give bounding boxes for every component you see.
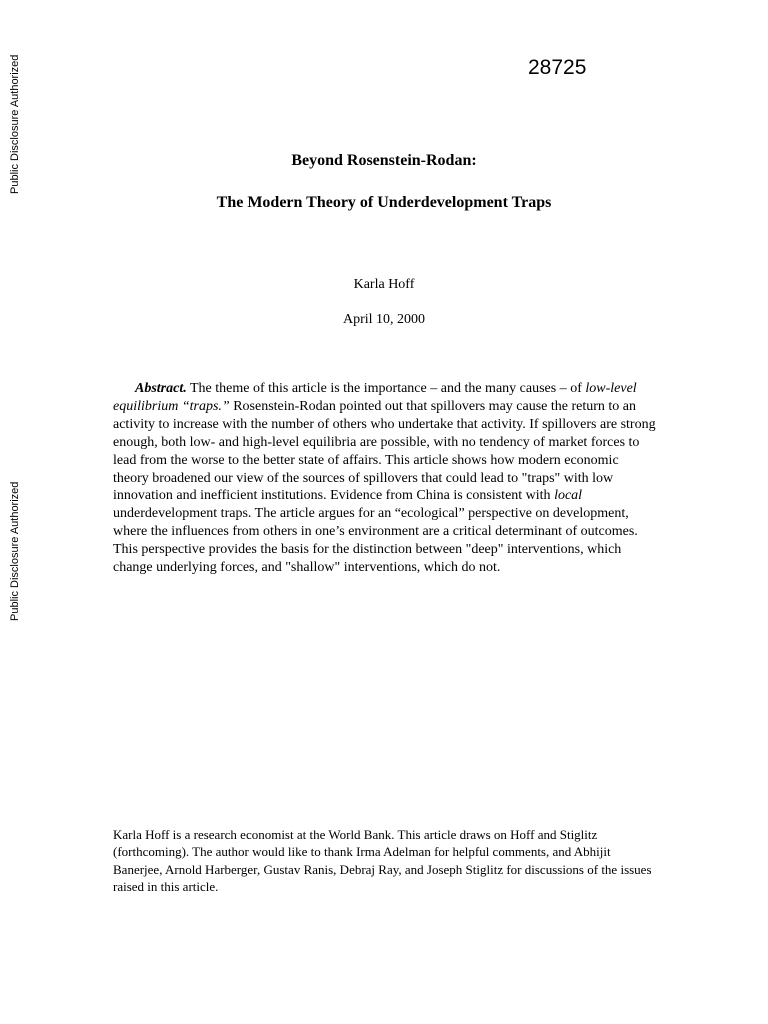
author-footnote: Karla Hoff is a research economist at the World Bank. This article draws on Hoff and Stiglitz (forthcoming). The author would like to thank Irma Adelman for helpful comments, and Abhijit Banerjee, Arnold Harberger, Gustav Ranis, Debraj Ray, and Joseph Stiglitz for discussions of the issues raised in this article. [113, 827, 652, 894]
abstract-text-part2: Rosenstein-Rodan pointed out that spillovers may cause the return to an activity to increase with the number of others who undertake that activity. If spillovers are strong enough, both low- and high-level equilibria are possible, with no tendency of market forces to lead from the worse to the better state of affairs. This article shows how modern economic theory broadened our view of the sources of spillovers that could lead to "traps" with low innovation and inefficient institutions. Evidence from China is consistent with [113, 398, 656, 504]
abstract-text-part3: underdevelopment traps. The article argues for an “ecological” perspective on development, where the influences from others in one’s environment are a critical determinant of outcomes. This perspective provides the basis for the distinction between "deep" interventions, which change underlying forces, and "shallow" interventions, which do not. [113, 506, 638, 576]
disclosure-stamp-top: Public Disclosure Authorized [9, 54, 21, 194]
abstract-label: Abstract [135, 381, 184, 396]
abstract-emphasis-traps: low-level equilibrium “traps.” [113, 381, 637, 414]
title-line-2: The Modern Theory of Underdevelopment Traps [216, 194, 552, 211]
abstract-emphasis-local: local [554, 488, 583, 504]
abstract-text-part1: The theme of this article is the importance – and the many causes – of [186, 381, 586, 396]
report-number: 28725 [528, 56, 587, 79]
abstract-label-punct: . [183, 381, 187, 396]
author-name: Karla Hoff [353, 277, 415, 292]
abstract-paragraph [113, 380, 656, 577]
disclosure-stamp-middle: Public Disclosure Authorized [9, 481, 21, 621]
publication-date: April 10, 2000 [342, 312, 426, 327]
title-line-1: Beyond Rosenstein-Rodan: [291, 152, 477, 169]
